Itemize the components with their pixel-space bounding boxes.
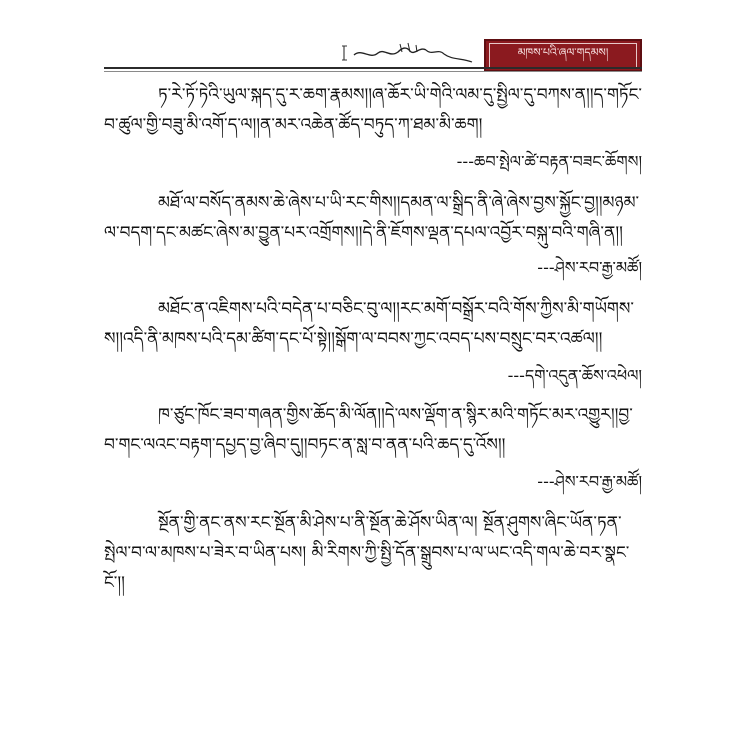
- quote-attribution-1: ---ཆབ་སྤེལ་ཚེ་བརྟན་བཟང་ཆོགས།: [456, 152, 642, 171]
- quote-paragraph-5: སྔོན་གྱི་ནང་ནས་རང་སྔོན་མི་ཤེས་པ་ནི་སྔོན་ཆེ་ཤོས་ཡིན་ལ། སྔོན་ཤུགས་ཞིང་ཡོན་ཏན་སྤེལ་བ་ལ་མཁས་པ་ཟེར་བ་ཡིན་པས། མི་རིགས་ཀྱི་སྤྱི་དོན་སྒྲུབས་པ་ལ་ཡང་འདི་གལ་ཆེ་བར་སྣང་ངོ་།།: [104, 513, 630, 593]
- quote-attribution-4: ---ཤེས་རབ་རྒྱ་མཚོ།: [537, 472, 642, 491]
- header-rule-thick: [104, 67, 642, 69]
- header-ornament-icon: [340, 40, 475, 66]
- quote-paragraph-1: ཏ་རེ་ཏོ་ཏེའི་ཡུལ་སྐད་དུ་ར་ཆག་རྣམས།།ཞ་ཆོར་ཡི་གེའི་ལམ་དུ་སྤྱིལ་དུ་བཀས་ན།།ད་གཏོང་བ་ཚུལ་གྱི་བཟུ་མི་འགོ་ད་ལ།།ན་མར་འཆེན་ཚོད་བཏུད་ཀ་ཐམ་མི་ཆག།: [104, 85, 642, 135]
- quote-paragraph-4: ཁ་ཙུང་ཁོང་ཟབ་གཞན་གྱིས་ཆོད་མི་ལོན།།དེ་ལས་ལྡོག་ན་སྙིར་མའི་གཏོང་མར་འགྱུར།།བྱ་བ་གང་ལའང་བརྟག་དཔྱད་བྱ་ཞིབ་དུ།།བཏང་ན་སླ་བ་ནན་པའི་ཆད་དུ་འོས།།: [104, 405, 633, 455]
- header-title-text: མཁས་པའི་ཞལ་གདམས།: [489, 43, 637, 68]
- quote-paragraph-2: མཐོ་ལ་བསོད་ནམས་ཆེ་ཞེས་པ་ཡི་རང་གིས།།དམན་ལ་སྒྲིད་ནི་ཞེ་ཞེས་བྱས་སྐྱོང་བྱ།།མཉམ་ལ་བདག་དང་མཚང་ཞེས་མ་བྱུན་པར་འགྲོགས།།དེ་ནི་ཇོགས་ལྡན་དཔལ་འབྱོར་བསྐུ་བའི་གཞི་ན།།: [104, 193, 640, 243]
- header-rule-thin: [104, 71, 642, 72]
- quote-attribution-2: ---ཤེས་རབ་རྒྱ་མཚོ།: [537, 258, 642, 277]
- quote-paragraph-3: མཐོང་ན་འཇིགས་པའི་བདེན་པ་བཅིང་བུ་ལ།།རང་མགོ་བསྒྲོར་བའི་གོས་ཀྱིས་མི་གཡོགས་ས།།འདི་ནི་མཁས་པའི་དམ་ཚིག་དང་པོ་སྟེ།།སྒོག་ལ་བབས་ཀྱང་འབད་པས་བསྲུང་བར་འཚལ།།: [104, 299, 634, 349]
- quote-attribution-3: ---དགེ་འདུན་ཆོས་འཕེལ།: [507, 366, 642, 385]
- content-area: [104, 80, 642, 598]
